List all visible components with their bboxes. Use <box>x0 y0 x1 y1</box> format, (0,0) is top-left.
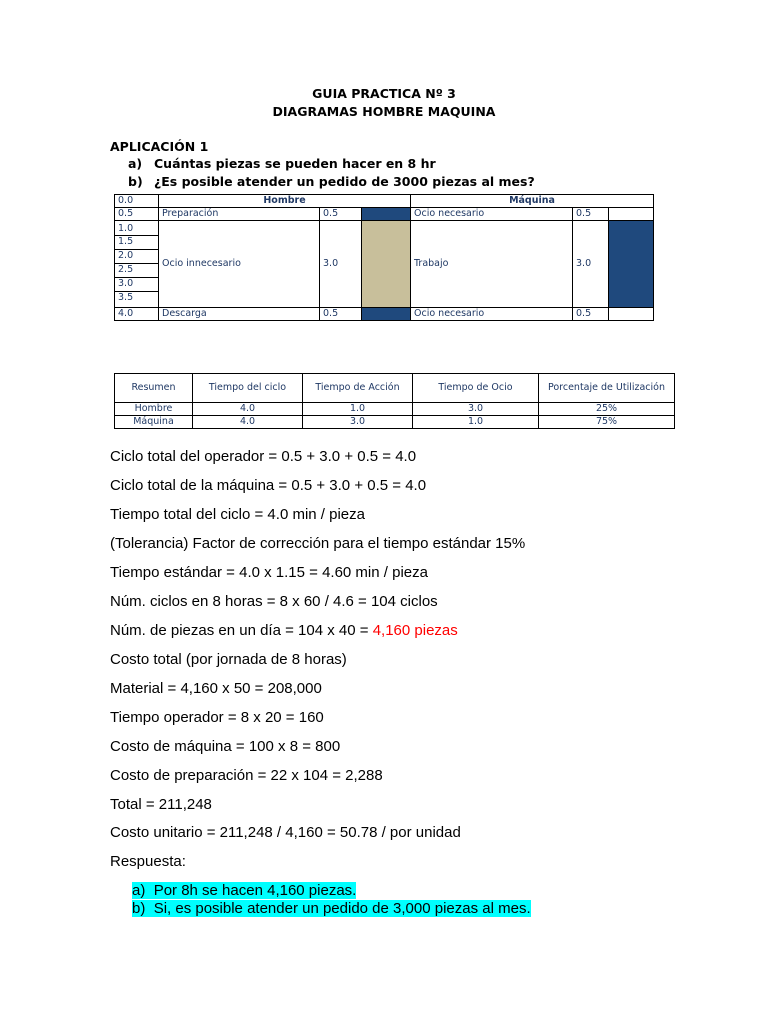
time-cell: 0.0 <box>115 195 159 208</box>
cost-line: Total = 211,248 <box>110 796 212 813</box>
machine-activity: Trabajo <box>411 221 573 308</box>
application-heading: APLICACIÓN 1 <box>110 139 209 154</box>
man-idle-bar <box>362 221 411 308</box>
answer-text: Por 8h se hacen 4,160 piezas. <box>153 882 357 899</box>
summary-row <box>115 416 675 429</box>
pieces-line <box>110 622 458 639</box>
man-duration: 0.5 <box>320 308 362 321</box>
summary-cell: 3.0 <box>303 416 413 429</box>
calc-line: Tiempo estándar = 4.0 x 1.15 = 4.60 min / pieza <box>110 564 428 581</box>
summary-header-cell: Tiempo de Ocio <box>413 374 539 403</box>
machine-duration: 0.5 <box>573 208 609 221</box>
summary-cell: Máquina <box>115 416 193 429</box>
answer-b <box>132 900 531 917</box>
summary-cell: 75% <box>539 416 675 429</box>
time-cell: 3.0 <box>115 278 158 292</box>
pieces-prefix: Núm. de piezas en un día = 104 x 40 = <box>110 622 373 639</box>
summary-cell: 1.0 <box>413 416 539 429</box>
time-stack <box>115 221 159 308</box>
machine-activity: Ocio necesario <box>411 208 573 221</box>
question-b <box>128 174 535 189</box>
man-activity: Ocio innecesario <box>159 221 320 308</box>
calc-line: Tiempo total del ciclo = 4.0 min / pieza <box>110 506 365 523</box>
question-letter: a) <box>128 156 143 171</box>
machine-idle-bar <box>609 208 654 221</box>
answer-a <box>132 882 356 899</box>
time-cell: 1.0 <box>115 223 158 236</box>
chart-row <box>115 308 654 321</box>
chart-header-row <box>115 195 654 208</box>
machine-header: Máquina <box>411 195 654 208</box>
answer-highlight <box>132 882 356 899</box>
answer-letter: a) <box>132 882 146 899</box>
doc-title: GUIA PRACTICA Nº 3 <box>312 86 456 101</box>
summary-row <box>115 403 675 416</box>
summary-cell: 1.0 <box>303 403 413 416</box>
pieces-result: 4,160 piezas <box>372 622 458 639</box>
cost-line: Costo total (por jornada de 8 horas) <box>110 651 347 668</box>
man-duration: 0.5 <box>320 208 362 221</box>
question-text: Cuántas piezas se pueden hacer en 8 hr <box>154 156 436 171</box>
machine-duration: 3.0 <box>573 221 609 308</box>
calc-line: Núm. ciclos en 8 horas = 8 x 60 / 4.6 = 104 ciclos <box>110 593 438 610</box>
summary-header-cell: Tiempo del ciclo <box>193 374 303 403</box>
man-activity: Preparación <box>159 208 320 221</box>
time-cell: 2.0 <box>115 250 158 264</box>
man-duration: 3.0 <box>320 221 362 308</box>
cost-line: Tiempo operador = 8 x 20 = 160 <box>110 709 324 726</box>
cost-line: Material = 4,160 x 50 = 208,000 <box>110 680 322 697</box>
cost-line: Costo de máquina = 100 x 8 = 800 <box>110 738 341 755</box>
man-header: Hombre <box>159 195 411 208</box>
answer-letter: b) <box>132 900 146 917</box>
doc-subtitle: DIAGRAMAS HOMBRE MAQUINA <box>272 104 496 119</box>
cost-line: Costo unitario = 211,248 / 4,160 = 50.78 / por unidad <box>110 824 461 841</box>
question-text: ¿Es posible atender un pedido de 3000 piezas al mes? <box>154 174 535 189</box>
machine-duration: 0.5 <box>573 308 609 321</box>
calc-line: (Tolerancia) Factor de corrección para el tiempo estándar 15% <box>110 535 526 552</box>
man-activity: Descarga <box>159 308 320 321</box>
time-cell: 1.5 <box>115 236 158 250</box>
summary-header-row <box>115 374 675 403</box>
question-a <box>128 156 436 171</box>
summary-table <box>114 373 675 429</box>
time-cell: 0.5 <box>115 208 159 221</box>
summary-cell: 4.0 <box>193 416 303 429</box>
question-letter: b) <box>128 174 143 189</box>
machine-action-bar <box>609 221 654 308</box>
time-cell: 2.5 <box>115 264 158 278</box>
man-machine-chart <box>114 194 654 321</box>
summary-header-cell: Resumen <box>115 374 193 403</box>
summary-cell: 25% <box>539 403 675 416</box>
man-action-bar <box>362 208 411 221</box>
machine-activity: Ocio necesario <box>411 308 573 321</box>
summary-header-cell: Tiempo de Acción <box>303 374 413 403</box>
cost-line: Costo de preparación = 22 x 104 = 2,288 <box>110 767 383 784</box>
time-cell: 4.0 <box>115 308 159 321</box>
answer-text: Si, es posible atender un pedido de 3,000 piezas al mes. <box>153 900 531 917</box>
answer-heading: Respuesta: <box>110 853 186 870</box>
summary-cell: 3.0 <box>413 403 539 416</box>
machine-idle-bar <box>609 308 654 321</box>
time-cell: 3.5 <box>118 292 134 303</box>
calc-line: Ciclo total del operador = 0.5 + 3.0 + 0.5 = 4.0 <box>110 448 417 465</box>
summary-cell: 4.0 <box>193 403 303 416</box>
answer-highlight <box>132 900 531 917</box>
chart-row <box>115 208 654 221</box>
man-action-bar <box>362 308 411 321</box>
chart-row <box>115 221 654 308</box>
summary-cell: Hombre <box>115 403 193 416</box>
calc-line: Ciclo total de la máquina = 0.5 + 3.0 + 0.5 = 4.0 <box>110 477 427 494</box>
summary-header-cell: Porcentaje de Utilización <box>539 374 675 403</box>
